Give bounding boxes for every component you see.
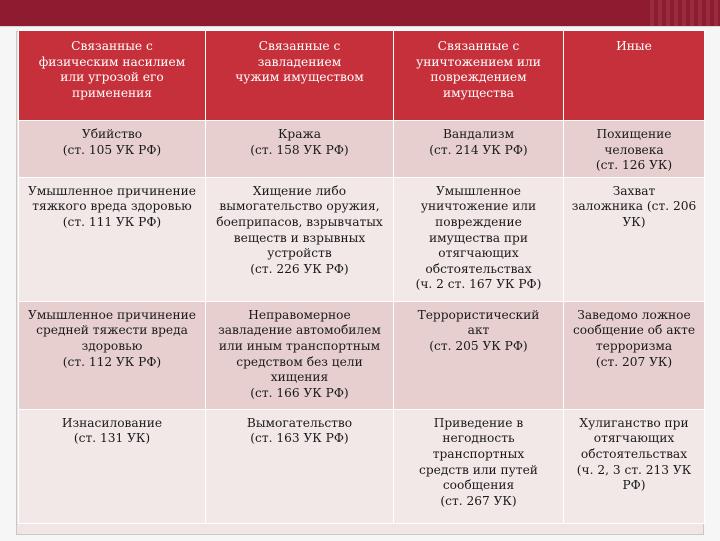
table-cell: Террористический акт (ст. 205 УК РФ) xyxy=(394,301,564,409)
table-header-row xyxy=(19,31,705,121)
table-cell: Похищение человека (ст. 126 УК) xyxy=(564,121,705,178)
table-cell: Умышленное причинение тяжкого вреда здоровью (ст. 111 УК РФ) xyxy=(19,177,206,301)
table-cell: Приведение в негодность транспортных средств или путей сообщения (ст. 267 УК) xyxy=(394,409,564,523)
column-header: Связанные с завладением чужим имуществом xyxy=(206,31,394,121)
top-band xyxy=(0,0,720,26)
table-row xyxy=(19,177,705,301)
table-cell: Убийство (ст. 105 УК РФ) xyxy=(19,121,206,178)
crime-classification-table xyxy=(18,30,705,524)
table-cell: Хулиганство при отягчающих обстоятельствах (ч. 2, 3 ст. 213 УК РФ) xyxy=(564,409,705,523)
table-cell: Кража (ст. 158 УК РФ) xyxy=(206,121,394,178)
table-cell: Умышленное причинение средней тяжести вреда здоровью (ст. 112 УК РФ) xyxy=(19,301,206,409)
column-header: Связанные с уничтожением или повреждением имущества xyxy=(394,31,564,121)
band-decoration xyxy=(650,0,720,26)
table-cell: Хищение либо вымогательство оружия, боеприпасов, взрывчатых веществ и взрывных устройств (ст. 226 УК РФ) xyxy=(206,177,394,301)
column-header: Связанные с физическим насилием или угрозой его применения xyxy=(19,31,206,121)
table-cell: Вандализм (ст. 214 УК РФ) xyxy=(394,121,564,178)
table-cell: Захват заложника (ст. 206 УК) xyxy=(564,177,705,301)
column-header: Иные xyxy=(564,31,705,121)
table-cell: Заведомо ложное сообщение об акте терроризма (ст. 207 УК) xyxy=(564,301,705,409)
table-row xyxy=(19,409,705,523)
table-cell: Вымогательство (ст. 163 УК РФ) xyxy=(206,409,394,523)
table-cell: Неправомерное завладение автомобилем или иным транспортным средством без цели хищения (ст. 166 УК РФ) xyxy=(206,301,394,409)
table-row xyxy=(19,301,705,409)
table-cell: Изнасилование (ст. 131 УК) xyxy=(19,409,206,523)
table-cell: Умышленное уничтожение или повреждение имущества при отягчающих обстоятельствах (ч. 2 ст. 167 УК РФ) xyxy=(394,177,564,301)
table-row xyxy=(19,121,705,178)
